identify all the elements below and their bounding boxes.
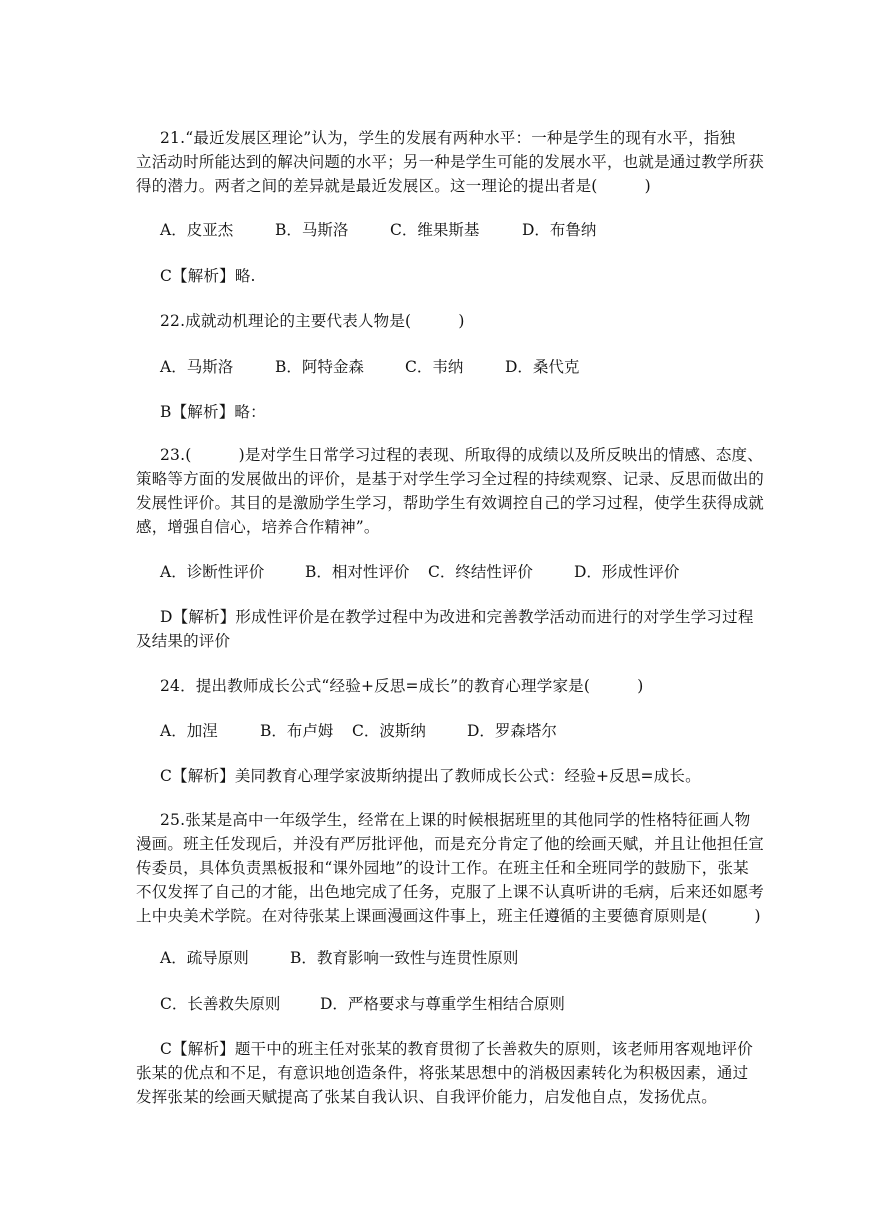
q23-answer-line-2: 及结果的评价 — [136, 632, 231, 650]
q23-option-d: D．形成性评价 — [574, 563, 680, 581]
q25-stem-line-2: 漫画。班主任发现后，并没有严厉批评他，而是充分肯定了他的绘画天赋，并且让他担任宣 — [136, 835, 765, 853]
q24-option-b: B．布卢姆 — [260, 722, 334, 740]
q23-option-a: A．诊断性评价 — [160, 563, 265, 581]
q21-answer: C【解析】略. — [160, 267, 256, 285]
q25-option-b: B．教育影响一致性与连贯性原则 — [290, 949, 519, 967]
q23-stem-line-3: 发展性评价。其目的是激励学生学习，帮助学生有效调控自己的学习过程，使学生获得成就 — [136, 494, 765, 512]
q25-option-c: C．长善救失原则 — [160, 995, 281, 1013]
q23-stem-line-4: 感，增强自信心，培养合作精神”。 — [136, 518, 380, 536]
q24-option-c: C．波斯纳 — [352, 722, 426, 740]
q21-option-c: C．维果斯基 — [390, 221, 480, 239]
q25-answer-line-3: 发挥张某的绘画天赋提高了张某自我认识、自我评价能力，启发他自点，发扬优点。 — [136, 1088, 717, 1106]
q21-option-a: A．皮亚杰 — [160, 221, 234, 239]
q21-option-d: D．布鲁纳 — [522, 221, 597, 239]
q22-option-c: C．韦纳 — [405, 358, 464, 376]
q23-answer-line-1: D【解析】形成性评价是在教学过程中为改进和完善教学活动而进行的对学生学习过程 — [160, 608, 754, 626]
q22-answer: B【解析】略： — [160, 403, 266, 421]
q25-answer-line-1: C【解析】题干中的班主任对张某的教育贯彻了长善救失的原则，该老师用客观地评价 — [160, 1040, 753, 1058]
q25-stem-line-3: 传委员，具体负责黑板报和“课外园地”的设计工作。在班主任和全班同学的鼓励下，张某 — [136, 859, 749, 877]
q21-option-b: B．马斯洛 — [275, 221, 349, 239]
q23-option-c: C．终结性评价 — [428, 563, 533, 581]
q23-option-b: B．相对性评价 — [305, 563, 410, 581]
q25-answer-line-2: 张某的优点和不足，有意识地创造条件，将张某思想中的消极因素转化为积极因素，通过 — [136, 1064, 749, 1082]
q21-stem-line-3: 得的潜力。两者之间的差异就是最近发展区。这一理论的提出者是( ) — [136, 177, 651, 195]
q23-stem-line-2: 策略等方面的发展做出的评价，是基于对学生学习全过程的持续观察、记录、反思而做出的 — [136, 470, 765, 488]
q24-stem-line-1: 24．提出教师成长公式“经验+反思=成长”的教育心理学家是( ) — [160, 677, 644, 695]
q25-stem-line-5: 上中央美术学院。在对待张某上课画漫画这件事上，班主任遵循的主要德育原则是( ) — [136, 907, 761, 925]
q21-stem-line-1: 21.“最近发展区理论”认为，学生的发展有两种水平：一种是学生的现有水平，指独 — [160, 129, 736, 147]
q24-option-a: A．加涅 — [160, 722, 218, 740]
q25-stem-line-4: 不仅发挥了自己的才能，出色地完成了任务，克服了上课不认真听讲的毛病，后来还如愿考 — [136, 883, 765, 901]
q22-option-d: D．桑代克 — [505, 358, 580, 376]
q25-stem-line-1: 25.张某是高中一年级学生，经常在上课的时候根据班里的其他同学的性格特征画人物 — [160, 811, 751, 829]
q22-stem-line-1: 22.成就动机理论的主要代表人物是( ) — [160, 312, 465, 330]
q25-option-d: D．严格要求与尊重学生相结合原则 — [320, 995, 565, 1013]
q21-stem-line-2: 立活动时所能达到的解决问题的水平；另一种是学生可能的发展水平，也就是通过教学所获 — [136, 153, 765, 171]
q25-option-a: A．疏导原则 — [160, 949, 249, 967]
q24-answer: C【解析】美同教育心理学家波斯纳提出了教师成长公式：经验+反思=成长。 — [160, 767, 701, 785]
q22-option-a: A．马斯洛 — [160, 358, 234, 376]
q23-stem-line-1: 23.( )是对学生日常学习过程的表现、所取得的成绩以及所反映出的情感、态度、 — [160, 446, 763, 464]
q22-option-b: B．阿特金森 — [275, 358, 364, 376]
q24-option-d: D．罗森塔尔 — [467, 722, 557, 740]
